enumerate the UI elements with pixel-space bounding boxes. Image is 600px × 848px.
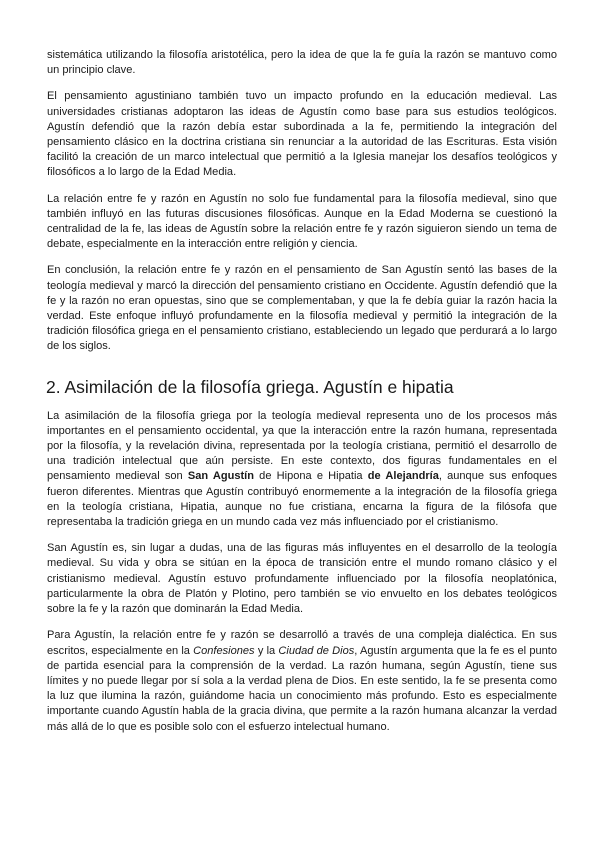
text-run: Para Agustín, la relación entre fe y razón se desarrolló a través de una compleja dialéctica. En sus escritos, especialmente en la	[47, 629, 557, 657]
paragraph-education: El pensamiento agustiniano también tuvo un impacto profundo en la educación medieval. Las universidades cristianas adoptaron las ideas de Agustín como base para sus estudios teológicos. Agustín defendió que la razón debía estar subordinada a la fe, permitiendo la integración del pensamiento clásico en la doctrina cristiana sin renunciar a la autoridad de las Escrituras. Esta visión facilitó la creación de un marco intelectual que permitió a la Iglesia manejar los desafíos teológicos y filosóficos a lo largo de la Edad Media.	[47, 90, 557, 179]
italic-title-ciudad-de-dios: Ciudad de Dios	[278, 644, 355, 657]
document-page	[47, 48, 557, 735]
paragraph-conclusion: En conclusión, la relación entre fe y razón en el pensamiento de San Agustín sentó las bases de la teología medieval y marcó la dirección del pensamiento cristiano en Occidente. Agustín defendió que la fe y la razón no eran opuestas, sino que se complementaban, y que la fe debía guiar la razón hacia la verdad. Este enfoque influyó profundamente en la filosofía medieval y permitió la integración de la tradición filosófica griega en el pensamiento cristiano, estableciendo un legado que perdurará a lo largo de los siglos.	[47, 264, 557, 353]
text-run: , aunque sus enfoques fueron diferentes. Mientras que Agustín contribuyó enormemente a la integración de la filosofía griega en la teología cristiana, Hipatia, aunque no fue cristiana, encarna la figura de la filósofa que representaba la tradición griega en un mundo cada vez más influenciado por el cristianismo.	[47, 470, 557, 529]
paragraph-fe-razon	[47, 628, 557, 734]
text-run: , Agustín argumenta que la fe es el punto de partida esencial para la comprensión de la verdad. La razón humana, según Agustín, tiene sus límites y no puede llegar por sí sola a la verdad plena de Dios. En este sentido, la fe se presenta como la luz que ilumina la razón, guiándome hacia un conocimiento más profundo. Esto es especialmente importante cuando Agustín habla de la gracia divina, que permite a la razón humana alcanzar la verdad más allá de lo que es posible solo con el esfuerzo intelectual humano.	[47, 644, 557, 733]
paragraph-influence: La relación entre fe y razón en Agustín no solo fue fundamental para la filosofía medieval, sino que también influyó en las futuras discusiones filosóficas. Aunque en la Edad Moderna se cuestionó la centralidad de la fe, las ideas de Agustín sobre la relación entre fe y razón siguieron siendo un tema de debate, especialmente en la interacción entre religión y ciencia.	[47, 192, 557, 251]
paragraph-continuation: sistemática utilizando la filosofía aristotélica, pero la idea de que la fe guía la razón se mantuvo como un principio clave.	[47, 49, 557, 77]
paragraph-assimilation	[47, 409, 557, 531]
bold-term-alejandria: de Alejandría	[367, 470, 439, 483]
paragraph-san-agustin: San Agustín es, sin lugar a dudas, una de las figuras más influyentes en el desarrollo de la teología medieval. Su vida y obra se sitúan en la época de transición entre el mundo romano clásico y el cristianismo medieval. Agustín estuvo profundamente influenciado por la filosofía neoplatónica, particularmente la obra de Platón y Plotino, pero también se vio envuelto en los debates teológicos sobre la fe y la razón que dominarán la Edad Media.	[47, 542, 557, 616]
text-run: La asimilación de la filosofía griega por la teología medieval representa uno de los procesos más importantes en el pensamiento occidental, ya que la interacción entre la razón humana, representada por la filosofía, y la revelación divina, representada por la teología cristiana, permitió el desarrollo de una tradición intelectual que aún persiste. En este contexto, dos figuras fundamentales en el pensamiento medieval son	[47, 409, 557, 483]
italic-title-confesiones: Confesiones	[193, 644, 255, 657]
section-heading: 2. Asimilación de la filosofía griega. Agustín e hipatia	[46, 376, 454, 397]
text-run: y la	[254, 644, 279, 657]
bold-term-san-agustin: San Agustín	[187, 470, 254, 483]
text-run: de Hipona e Hipatia	[254, 470, 368, 483]
